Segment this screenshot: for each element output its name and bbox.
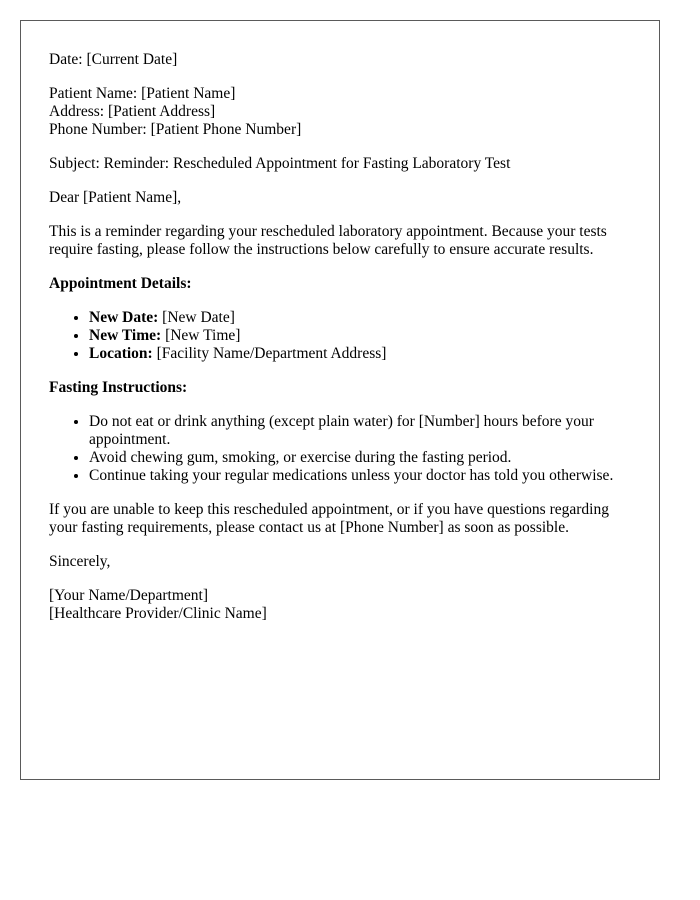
closing-paragraph: If you are unable to keep this rescheduled appointment, or if you have questions regarding your fasting requirements, please contact us at [Phone Number] as soon as possible. xyxy=(49,501,609,536)
detail-value: [New Time] xyxy=(161,327,241,344)
list-item: • Continue taking your regular medications unless your doctor has told you otherwise. xyxy=(89,467,631,485)
signature-name-line: [Your Name/Department] xyxy=(49,587,208,604)
intro-paragraph: This is a reminder regarding your rescheduled laboratory appointment. Because your tests require fasting, please follow the instructions below carefully to ensure accurate results. xyxy=(49,223,607,258)
detail-label: New Date: xyxy=(89,309,159,326)
subject-line: Subject: Reminder: Rescheduled Appointment for Fasting Laboratory Test xyxy=(49,155,511,172)
detail-value: [New Date] xyxy=(158,309,235,326)
patient-address-line: Address: [Patient Address] xyxy=(49,103,216,120)
patient-name-line: Patient Name: [Patient Name] xyxy=(49,85,236,102)
date-line: Date: [Current Date] xyxy=(49,51,178,68)
patient-phone-line: Phone Number: [Patient Phone Number] xyxy=(49,121,302,138)
appointment-details-heading: Appointment Details: xyxy=(49,275,192,292)
signature-clinic-line: [Healthcare Provider/Clinic Name] xyxy=(49,605,267,622)
detail-label: Location: xyxy=(89,345,153,362)
list-item xyxy=(89,309,631,327)
list-item xyxy=(89,345,631,363)
salutation: Dear [Patient Name], xyxy=(49,189,182,206)
signature-block xyxy=(49,587,631,623)
list-item: • Do not eat or drink anything (except plain water) for [Number] hours before your appointment. xyxy=(89,413,631,449)
patient-info xyxy=(49,85,631,139)
list-item xyxy=(89,327,631,345)
sign-off: Sincerely, xyxy=(49,553,111,570)
letter-document xyxy=(20,20,660,780)
list-item: • Avoid chewing gum, smoking, or exercise during the fasting period. xyxy=(89,449,631,467)
fasting-instructions-list xyxy=(49,413,631,485)
fasting-instructions-heading: Fasting Instructions: xyxy=(49,379,188,396)
appointment-details-list xyxy=(49,309,631,363)
detail-value: [Facility Name/Department Address] xyxy=(152,345,387,362)
detail-label: New Time: xyxy=(89,327,162,344)
